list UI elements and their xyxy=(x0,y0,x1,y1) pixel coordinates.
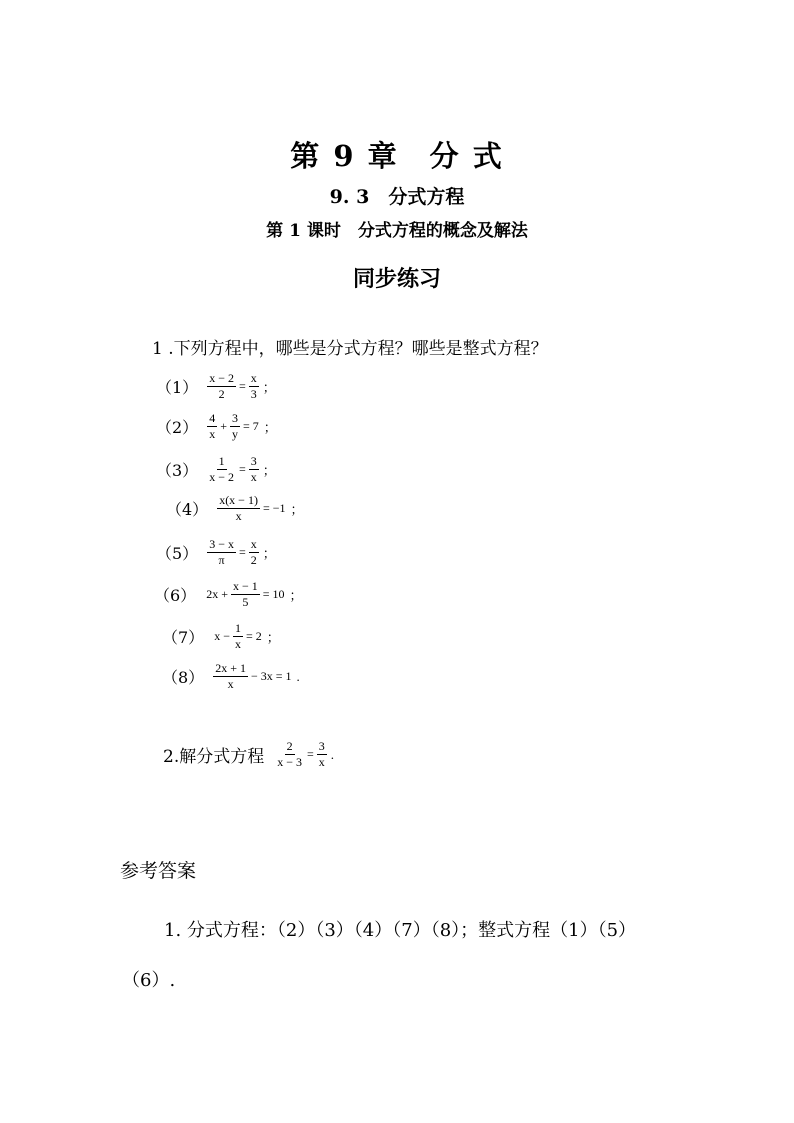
equation-item xyxy=(166,494,304,523)
question-2 xyxy=(163,740,334,769)
equation-item xyxy=(156,412,277,441)
item-label: （3） xyxy=(156,461,199,480)
numerator: 3 xyxy=(318,739,325,753)
numerator: 2x + 1 xyxy=(215,661,246,675)
denominator: x xyxy=(227,677,234,691)
section-title: 9. 3 分式方程 xyxy=(329,186,465,208)
denominator: x xyxy=(209,427,216,441)
operator: = xyxy=(238,379,246,393)
punctuation: . xyxy=(296,668,300,684)
numerator: x − 1 xyxy=(232,579,258,593)
fraction xyxy=(249,538,259,567)
denominator: x xyxy=(234,637,241,651)
denominator: 2 xyxy=(250,553,257,567)
equation-prefix: x − xyxy=(214,629,230,643)
punctuation: ； xyxy=(262,380,276,395)
denominator: x xyxy=(235,509,242,523)
chapter-title: 第 9 章 分 式 xyxy=(290,139,504,173)
denominator: π xyxy=(218,553,225,567)
equation-item xyxy=(162,662,300,691)
lesson-title: 第 1 课时 分式方程的概念及解法 xyxy=(266,221,528,241)
fraction xyxy=(207,372,236,401)
fraction xyxy=(249,372,259,401)
fraction xyxy=(317,740,327,769)
fraction xyxy=(217,494,260,523)
question-2-equation xyxy=(274,740,334,769)
fraction xyxy=(207,412,217,441)
numerator: 3 xyxy=(231,411,238,425)
equation-item xyxy=(156,538,276,567)
fraction xyxy=(230,412,240,441)
numerator: 1 xyxy=(234,621,241,635)
fraction xyxy=(207,538,236,567)
denominator: x xyxy=(250,470,257,484)
denominator: y xyxy=(231,427,238,441)
denominator: 5 xyxy=(242,595,249,609)
item-label: （2） xyxy=(156,418,199,437)
denominator: 2 xyxy=(218,387,225,401)
fraction xyxy=(275,740,304,769)
numerator: x(x − 1) xyxy=(219,493,258,507)
equation-rest: = 7 xyxy=(242,419,259,433)
equation-prefix: 2x + xyxy=(206,587,228,601)
punctuation: ； xyxy=(290,502,304,517)
punctuation: ； xyxy=(263,420,277,435)
numerator: 3 − x xyxy=(209,537,234,551)
equation-item xyxy=(154,580,303,609)
equation xyxy=(206,455,276,484)
item-label: （6） xyxy=(154,586,197,605)
operator: = xyxy=(238,462,246,476)
equation-item xyxy=(156,372,276,401)
denominator: x xyxy=(318,755,325,769)
item-label: （5） xyxy=(156,544,199,563)
denominator: 3 xyxy=(250,387,257,401)
fraction xyxy=(207,455,236,484)
practice-heading: 同步练习 xyxy=(352,266,441,292)
operator: = xyxy=(238,545,246,559)
fraction xyxy=(213,662,248,691)
punctuation: . xyxy=(330,746,335,762)
equation-rest: = 10 xyxy=(262,587,285,601)
equation-rest: = 2 xyxy=(245,629,262,643)
operator: = xyxy=(307,747,314,761)
question-1-prompt: 1 .下列方程中，哪些是分式方程？哪些是整式方程？ xyxy=(152,339,548,359)
numerator: 1 xyxy=(218,454,225,468)
equation xyxy=(206,412,277,441)
denominator: x − 2 xyxy=(209,470,234,484)
equation-rest: − 3x = 1 xyxy=(250,669,292,683)
answer-line-1: 1. 分式方程：（2）（3）（4）（7）（8）；整式方程（1）（5） xyxy=(164,920,637,941)
equation-rest: = −1 xyxy=(262,501,286,515)
denominator: x − 3 xyxy=(277,755,303,769)
equation xyxy=(206,372,276,401)
numerator: 2 xyxy=(286,739,293,753)
item-label: （1） xyxy=(156,378,199,397)
punctuation: ； xyxy=(266,630,280,645)
numerator: 3 xyxy=(250,454,257,468)
equation-item xyxy=(162,622,280,651)
numerator: x xyxy=(250,537,257,551)
equation xyxy=(204,580,302,609)
equation xyxy=(216,494,303,523)
punctuation: ； xyxy=(262,546,276,561)
equation xyxy=(212,662,300,691)
punctuation: ； xyxy=(262,463,276,478)
answer-line-2: （6）. xyxy=(122,970,176,991)
item-label: （8） xyxy=(162,668,205,687)
punctuation: ； xyxy=(289,588,303,603)
numerator: 4 xyxy=(209,411,216,425)
question-2-prompt: 2.解分式方程 xyxy=(163,747,265,767)
numerator: x − 2 xyxy=(209,371,234,385)
fraction xyxy=(249,455,259,484)
numerator: x xyxy=(250,371,257,385)
equation xyxy=(206,538,276,567)
answers-heading: 参考答案 xyxy=(120,860,197,882)
equation xyxy=(212,622,280,651)
operator: + xyxy=(220,419,227,433)
item-label: （7） xyxy=(162,628,205,647)
fraction xyxy=(231,580,260,609)
item-label: （4） xyxy=(166,500,209,519)
equation-item xyxy=(156,455,276,484)
fraction xyxy=(233,622,243,651)
